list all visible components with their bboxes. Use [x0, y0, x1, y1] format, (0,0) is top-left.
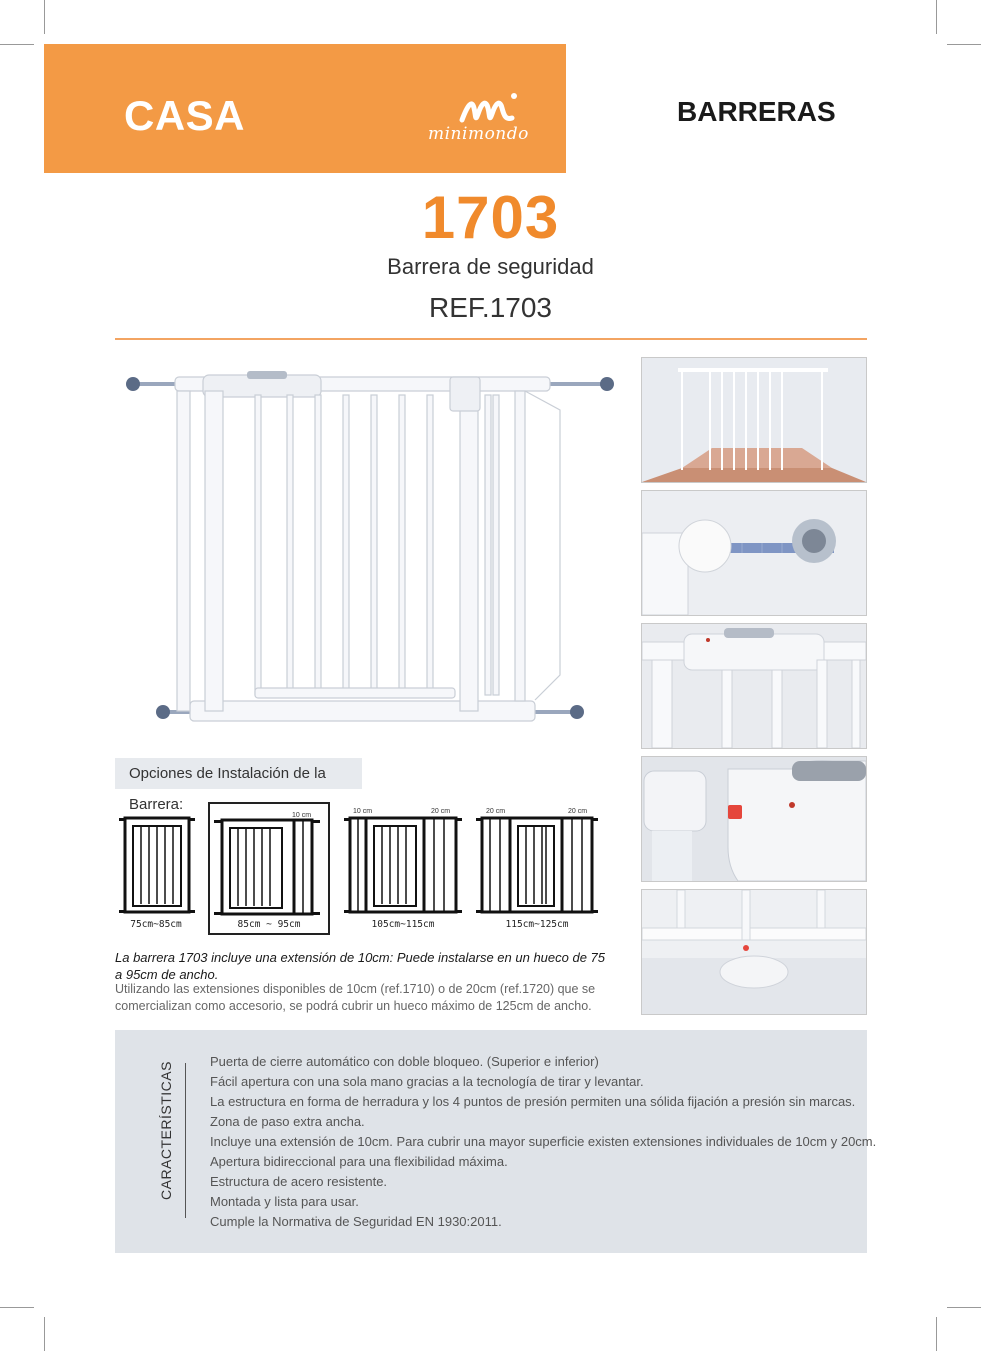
section-title: CASA	[124, 92, 246, 139]
installation-heading: Opciones de Instalación de la Barrera:	[115, 758, 362, 789]
extension-label: 20 cm	[486, 808, 506, 815]
product-name: Barrera de seguridad	[387, 254, 594, 279]
gate-diagram	[476, 800, 598, 920]
feature-item: Apertura bidireccional para una flexibilidad máxima.	[210, 1154, 508, 1169]
crop-mark	[947, 1307, 981, 1308]
crop-mark	[0, 44, 34, 45]
feature-item: Zona de paso extra ancha.	[210, 1114, 365, 1129]
lock-button-thumbnail	[641, 756, 867, 882]
crop-mark	[44, 1317, 45, 1351]
gate-diagram	[210, 804, 328, 924]
gate-diagram	[115, 800, 197, 920]
safety-gate-photo	[115, 355, 625, 745]
feature-item: Puerta de cierre automático con doble bloqueo. (Superior e inferior)	[210, 1054, 599, 1069]
features-divider	[185, 1063, 186, 1218]
features-list	[210, 1052, 876, 1232]
width-range-label: 75cm~85cm	[130, 919, 182, 930]
top-latch-thumbnail	[641, 623, 867, 749]
brand-wordmark: minimondo	[428, 124, 529, 144]
feature-item: Estructura de acero resistente.	[210, 1174, 388, 1189]
category-title: BARRERAS	[677, 96, 836, 127]
gate-diagram	[344, 800, 462, 920]
install-option-selected	[208, 802, 330, 935]
feature-item: Incluye una extensión de 10cm. Para cubrir una mayor superficie existen extensiones individuales de 10cm y 20cm.	[210, 1134, 877, 1149]
orange-divider	[115, 338, 867, 340]
installed-gate-thumbnail	[641, 357, 867, 483]
extension-label: 10 cm	[292, 812, 312, 819]
crop-mark	[936, 1317, 937, 1351]
install-option	[115, 800, 197, 935]
install-option	[476, 800, 598, 935]
features-label: CARACTERÍSTICAS	[158, 1061, 174, 1200]
wall-spindle-thumbnail	[641, 490, 867, 616]
extension-label: 10 cm	[353, 808, 373, 815]
model-number: 1703	[421, 184, 560, 251]
extension-label: 20 cm	[568, 808, 588, 815]
feature-item: La estructura en forma de herradura y los 4 puntos de presión permiten una sólida fijación a presión sin marcas.	[210, 1094, 856, 1109]
install-option	[344, 800, 462, 935]
feature-item: Cumple la Normativa de Seguridad EN 1930:2011.	[210, 1214, 502, 1229]
width-range-label: 85cm ~ 95cm	[237, 919, 301, 930]
header-banner	[44, 44, 566, 173]
crop-mark	[0, 1307, 34, 1308]
extension-label: 20 cm	[431, 808, 451, 815]
accessory-note: Utilizando las extensiones disponibles de 10cm (ref.1710) o de 20cm (ref.1720) que se comercializan como accesorio, se podrá cubrir un hueco máximo de 125cm de ancho.	[115, 982, 596, 1013]
feature-item: Montada y lista para usar.	[210, 1194, 359, 1209]
crop-mark	[44, 0, 45, 34]
bottom-rail-thumbnail	[641, 889, 867, 1015]
product-reference: REF.1703	[429, 292, 552, 323]
installation-note: La barrera 1703 incluye una extensión de 10cm: Puede instalarse en un hueco de 75 a 95cm de ancho.	[115, 950, 606, 982]
width-range-label: 105cm~115cm	[371, 919, 435, 930]
crop-mark	[936, 0, 937, 34]
width-range-label: 115cm~125cm	[505, 919, 569, 930]
feature-item: Fácil apertura con una sola mano gracias a la tecnología de tirar y levantar.	[210, 1074, 644, 1089]
crop-mark	[947, 44, 981, 45]
